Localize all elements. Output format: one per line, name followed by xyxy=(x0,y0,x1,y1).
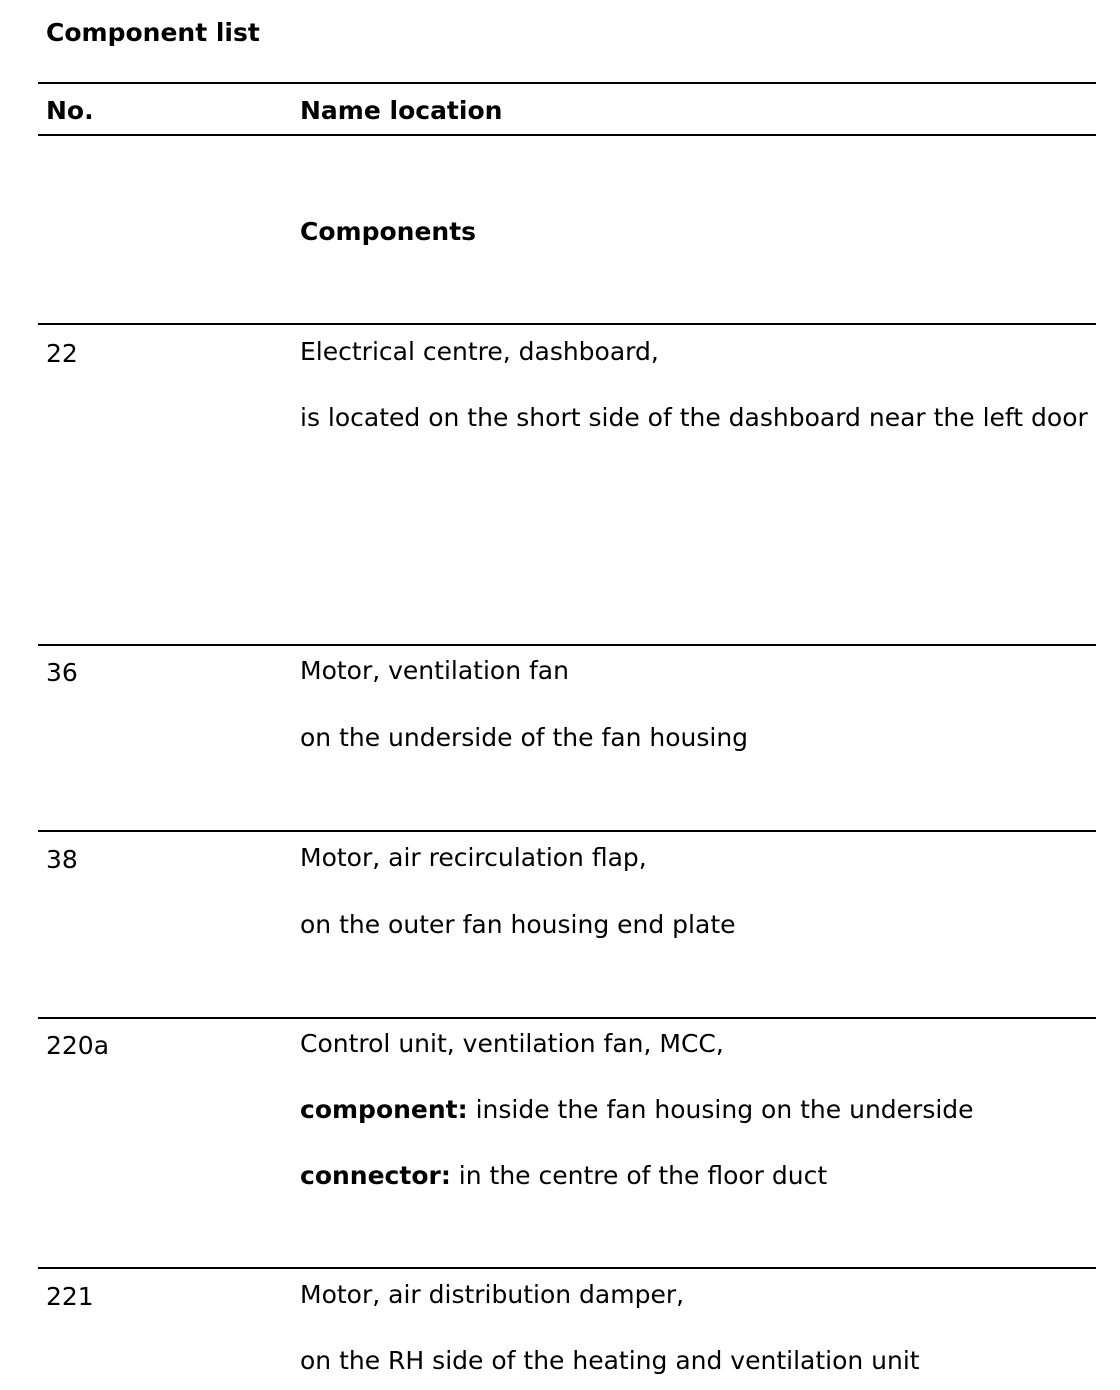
row-divider xyxy=(38,644,1096,646)
component-name: Control unit, ventilation fan, MCC, xyxy=(300,1029,724,1058)
component-label: component: xyxy=(300,1095,468,1124)
component-name: Electrical centre, dashboard, xyxy=(300,337,659,366)
component-location: is located on the short side of the dashboard near the left door xyxy=(300,403,1088,432)
component-number: 220a xyxy=(46,1031,110,1060)
component-name: Motor, air recirculation flap, xyxy=(300,843,647,872)
table-top-rule xyxy=(38,82,1096,84)
connector-label: connector: xyxy=(300,1161,451,1190)
row-divider xyxy=(38,1017,1096,1019)
row-divider xyxy=(38,323,1096,325)
component-text: inside the fan housing on the underside xyxy=(467,1095,974,1124)
header-bottom-rule xyxy=(38,134,1096,136)
row-divider xyxy=(38,1267,1096,1269)
connector-location-detail xyxy=(300,1160,1090,1192)
component-location-detail xyxy=(300,1094,1090,1126)
row-divider xyxy=(38,830,1096,832)
component-location: on the RH side of the heating and ventilation unit xyxy=(300,1346,920,1375)
section-heading: Components xyxy=(300,217,477,246)
component-number: 38 xyxy=(46,845,78,874)
page-title: Component list xyxy=(46,18,260,47)
component-number: 22 xyxy=(46,339,78,368)
component-name: Motor, ventilation fan xyxy=(300,656,569,685)
column-header-no: No. xyxy=(46,96,94,125)
component-number: 36 xyxy=(46,658,78,687)
connector-text: in the centre of the floor duct xyxy=(450,1161,828,1190)
column-header-name-location: Name location xyxy=(300,96,503,125)
component-number: 221 xyxy=(46,1282,94,1311)
component-location: on the underside of the fan housing xyxy=(300,723,749,752)
component-location: on the outer fan housing end plate xyxy=(300,910,736,939)
component-name: Motor, air distribution damper, xyxy=(300,1280,685,1309)
